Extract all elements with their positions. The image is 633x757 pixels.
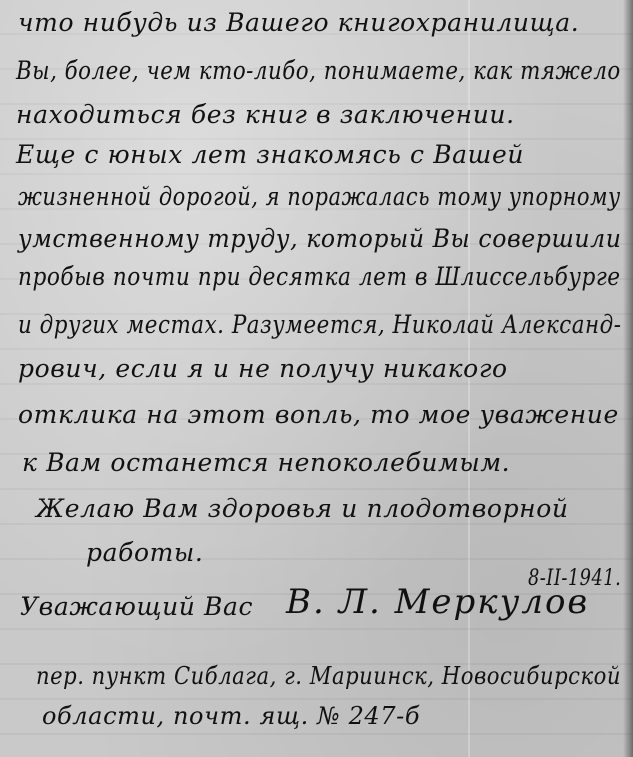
letter-line-12: Желаю Вам здоровья и плодотворной [36, 494, 569, 523]
letter-line-4: Еще с юных лет знакомясь с Вашей [16, 140, 525, 169]
letter-line-7: пробыв почти при десятка лет в Шлиссельбурге [18, 262, 621, 291]
letter-line-13: работы. [86, 538, 204, 567]
letter-line-1: что нибудь из Вашего книгохранилища. [18, 8, 580, 37]
letter-line-2: Вы, более, чем кто-либо, понимаете, как тяжело [16, 56, 621, 85]
address-line-2: области, почт. ящ. № 247-б [42, 702, 421, 730]
letter-line-6: умственному труду, который Вы совершили [18, 224, 622, 253]
letter-line-9: рович, если я и не получу никакого [18, 354, 508, 383]
letter-line-5: жизненной дорогой, я поражалась тому упорному [18, 182, 621, 211]
letter-signature: В. Л. Меркулов [286, 582, 590, 622]
letter-line-8: и других местах. Разумеется, Николай Александ- [18, 310, 622, 339]
letter-line-3: находиться без книг в заключении. [16, 100, 515, 129]
address-line-1: пер. пункт Сиблага, г. Мариинск, Новосибирской [36, 662, 622, 690]
letter-line-11: к Вам останется непоколебимым. [22, 448, 511, 477]
letter-date: 8-II-1941. [528, 566, 622, 591]
paper-edge-shadow [623, 0, 633, 757]
letter-line-10: отклика на этот вопль, то мое уважение [18, 400, 619, 429]
letter-closing: Уважающий Вас [20, 592, 254, 621]
